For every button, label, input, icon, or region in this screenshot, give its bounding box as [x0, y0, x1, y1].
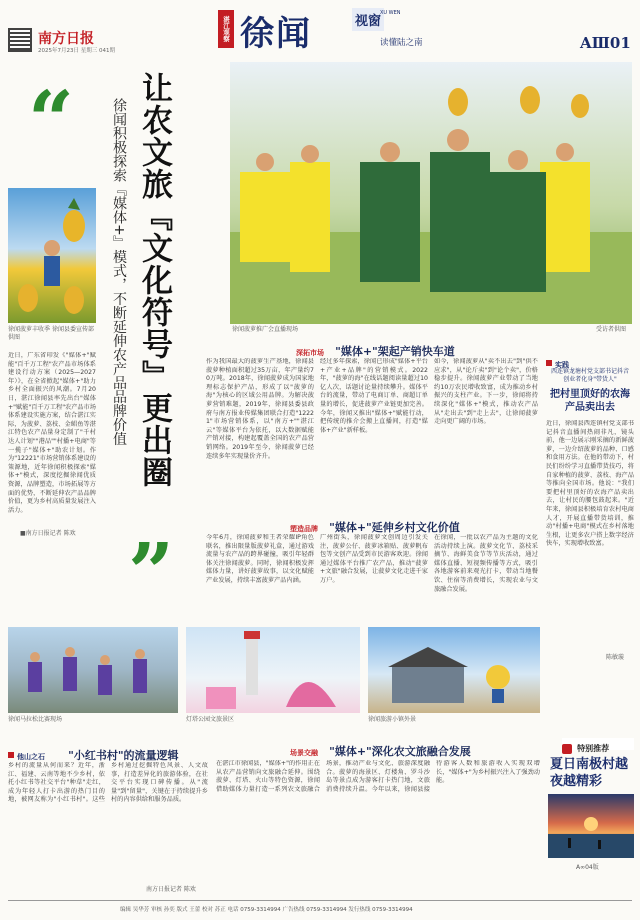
intro-text: 近日，广东省印发《"媒体+"赋能"百千万工程"农产品市场体系建设行动方案（2025—2027年）》，在全省掀起"媒体+"助力乡村全面振兴的风潮。7月20日，湛江徐闻县率先出台"媒体+"赋能"百千万工程"农产品市场体系建设实施方案，结合湛江实际，为菠萝、荔枝、金鲳鱼等湛江特色农产品量身定制了"千村达人计划""港品""村播+电商"等一揽子"媒体+"助农计划。作为"12221"市场营销体系建设的策源地，近年徐闻积极探索"媒体+"模式，深度挖掘徐闻优质资源，品牌塑造，市场拓展等方面的优势，不断延伸农产品品牌价值，更为乡村高质量发展注入活力。 — [8, 352, 96, 514]
badge-text: 湛江观察 — [222, 16, 230, 42]
section1-header — [296, 340, 536, 359]
intro-byline: ■南方日报记者 陈欢 — [20, 530, 76, 537]
section-badge — [218, 10, 234, 48]
bottom-left-header — [8, 744, 208, 763]
paper-name: 南方日报 — [38, 31, 94, 47]
left-photo-credit: 徐闻县委宣传部 供图 — [8, 326, 94, 341]
section-title: 徐闻 — [240, 14, 312, 54]
headline-sub: 徐闻积极探索『媒体+』模式，不断延伸农产品品牌价值 — [111, 98, 127, 446]
left-photo-caption: 徐闻菠萝丰收季 徐闻县委宣传部 供图 — [8, 326, 94, 341]
main-photo-credit: 受访者供图 — [596, 326, 627, 333]
strip-photo-lighthouse — [186, 627, 360, 713]
masthead — [0, 0, 640, 62]
right-col-body: 近日，徐闻县西连镇村党支部书记抖音直播间热闹非凡，镜头前，他一边展示刚采摘的新鲜菠萝，一边介绍菠萝的品种、口感和食用方法。在他的带动下，村民们纷纷学习直播带货技巧，将自家种植的菠萝、荔枝、海产品等推向全国市场。他说："我们要把村里顶好的农海产品卖出去，让村民的腰包鼓起来。"近年来，徐闻县积极培育农村电商人才，开展直播带货培训，推动"村播+电商"模式在乡村落地生根，让更多农户搭上数字经济快车，实现增收致富。 — [546, 420, 634, 548]
strip-photo-town — [368, 627, 540, 713]
main-photo-caption: 徐闻菠萝推广会直播现场 — [232, 326, 299, 333]
special-tag — [562, 738, 634, 753]
headline: 让农文旅『文化符号』更出圈 — [136, 72, 172, 488]
bottom-left-byline: 南方日报记者 陈欢 — [146, 886, 196, 893]
sunset-beach-illustration — [548, 794, 634, 858]
live-stream-group-illustration — [230, 62, 632, 324]
special-page-ref: A∞04版 — [576, 864, 599, 871]
pineapple-farmer-illustration — [8, 188, 96, 323]
special-photo[interactable] — [548, 794, 634, 858]
section2-tag: 塑造品牌 — [290, 525, 318, 533]
section1-tag: 深拓市场 — [296, 349, 324, 357]
section-sub: 视窗 — [352, 8, 384, 31]
section2-header — [290, 516, 540, 535]
bottom-mid-body: 在湛江市徐闻县，"媒体+"的作用正在从农产品营销向文旅融合延伸。围绕菠萝、灯塔、火山等特色资源，徐闻借助媒体力量打造一系列农文旅融合场景，推动产业与文化、旅游深度融合。菠萝的海景区、灯楼角、罗斗沙岛等景点成为游客打卡热门地，文旅消费持续升温。今年以来，徐闻县接待游客人数和旅游收入实现双增长，"媒体+"为乡村振兴注入了强劲动能。 — [216, 760, 540, 793]
pinyin: XU WEN — [380, 10, 401, 16]
bottom-left-title: "小红书村"的流量逻辑 — [68, 749, 179, 762]
date-line: 2025年7月23日 星期三 041期 — [38, 48, 115, 54]
special-title[interactable]: 夏日南极村越夜越精彩 — [550, 757, 629, 789]
bottom-left-tag: 他山之石 — [17, 753, 45, 761]
bottom-mid-tag: 场景交融 — [290, 749, 318, 757]
section1-col1: 作为我国最大的菠萝生产基地，徐闻县菠萝种植面积超过35万亩，年产量约70万吨。2018年，徐闻菠萝成为国家地理标志保护产品，形成了以"菠萝的海"为核心的区域公用品牌。为解决菠萝营销难题，2019年，徐闻县委县政府与南方报业传媒集团联合打造"12221"市场营销体系，以"南方+""湛江云"等媒体平台为依托，以大数据赋能产销对接，构建起覆盖全国的农产品营销网络。2019年至今，徐闻菠萝已经连续多年实现量价齐升。 — [206, 358, 314, 460]
special-tag-text: 特别推荐 — [577, 744, 610, 753]
quote-mark-close: ” — [128, 525, 175, 619]
strip-caption-3: 徐闻旅游小镇外景 — [368, 716, 417, 723]
right-tag-text: 实践 — [555, 361, 569, 369]
qr-code-icon — [8, 28, 32, 52]
main-photo — [230, 62, 632, 324]
bottom-left-body: 乡村的流量从何而来？近年，浙江、福建、云南等地不少乡村，依托小红书等社交平台"种草"走红，成为年轻人打卡出游的热门目的地，被网友称为"小红书村"。这些乡村通过挖掘特色风景、人文故事，打造差异化的旅游体验，在社交平台实现口碑传播。从"流量"到"留量"，关键在于持续提升乡村的内容供给和服务品质。 — [8, 762, 208, 804]
footer-rule — [8, 900, 632, 901]
left-photo — [8, 188, 96, 323]
special-badge-icon — [562, 744, 572, 754]
section2-col3: 在徐闻，一批以农产品为主题的文化活动持续上演。菠萝文化节、荔枝采摘节、海鲜美食节等节庆活动，通过媒体直播、短视频传播等方式，吸引各地游客前来观光打卡，带动当地餐饮、住宿等消费增长，实现农业与文旅融合发展。 — [434, 534, 538, 593]
kicker-line2: 创业者化身"带货人" — [563, 376, 617, 383]
square-bullet-icon — [8, 752, 14, 758]
section2-col2: 广州街头，徐闻菠萝文创周边引发关注，菠萝公仔、菠萝冰箱贴、菠萝帆布包等文创产品受到市民游客欢迎。徐闻通过媒体平台推广农产品，推动"菠萝+文旅"融合发展，让菠萝文化走进千家万户。 — [320, 534, 428, 584]
section1-col2: 经过多年探索，徐闻已形成"媒体+平台+产业+品牌"的营销模式。2022年，"菠萝的海"在线话题阅读量超过10亿人次，话题讨论量持续攀升。媒体平台的流量，带动了电商订单、商超订单量的增长，促进菠萝产业链更加完善。今年，徐闻又推出"媒体+"赋能行动，把传统的推介会搬上直播间，打造"媒体+产业"新样板。 — [320, 358, 428, 434]
bottom-mid-header — [290, 740, 540, 759]
kicker-line1: 西连镇龙塘村党支部书记抖音 — [550, 368, 629, 375]
section1-col3: 如今，徐闻菠萝从"卖不出去"到"供不应求"，从"论斤卖"到"论个卖"，价格稳步提升。徐闻菠萝产业带动了当地约10万农民增收致富，成为推动乡村振兴的支柱产业。下一步，徐闻将持续深化"媒体+"模式，推动农产品从"走出去"到"走上去"，让徐闻菠萝走向更广阔的市场。 — [434, 358, 538, 426]
footer-line: 编辑 吴华芳 审核 孙奕 版式 王蕾 校对 苏正 电话 0759-3314994 广告热线 0759-3314994 发行热线 0759-3314994 — [120, 907, 413, 913]
strip-caption-2: 灯塔公园文旅景区 — [186, 716, 235, 723]
section2-title: "媒体+"延伸乡村文化价值 — [329, 521, 460, 534]
section2-col1: 今年6月，徐闻菠萝和王者荣耀IP角色联名，推出限量版菠萝礼盒，通过游戏流量与农产品的跨界碰撞，吸引年轻群体关注徐闻菠萝。同时，徐闻积极发挥媒体力量，讲好菠萝故事，以文化赋能产业发展，持续丰富菠萝产品内涵。 — [206, 534, 314, 584]
section1-title: "媒体+"架起产销快车道 — [335, 345, 455, 358]
right-col-kicker — [546, 368, 634, 384]
right-col-byline: 陈敏璇 — [606, 654, 625, 661]
strip-photo-marathon — [8, 627, 178, 713]
quote-mark-open: “ — [28, 73, 75, 167]
square-bullet-icon — [546, 360, 552, 366]
page-number: AⅢ01 — [580, 34, 631, 52]
strip-caption-1: 徐闻马拉松比赛现场 — [8, 716, 63, 723]
slogan: 读懂陆之南 — [380, 38, 423, 48]
right-col-title: 把村里顶好的农海产品卖出去 — [550, 389, 630, 413]
bottom-mid-title: "媒体+"深化农文旅融合发展 — [329, 745, 471, 758]
